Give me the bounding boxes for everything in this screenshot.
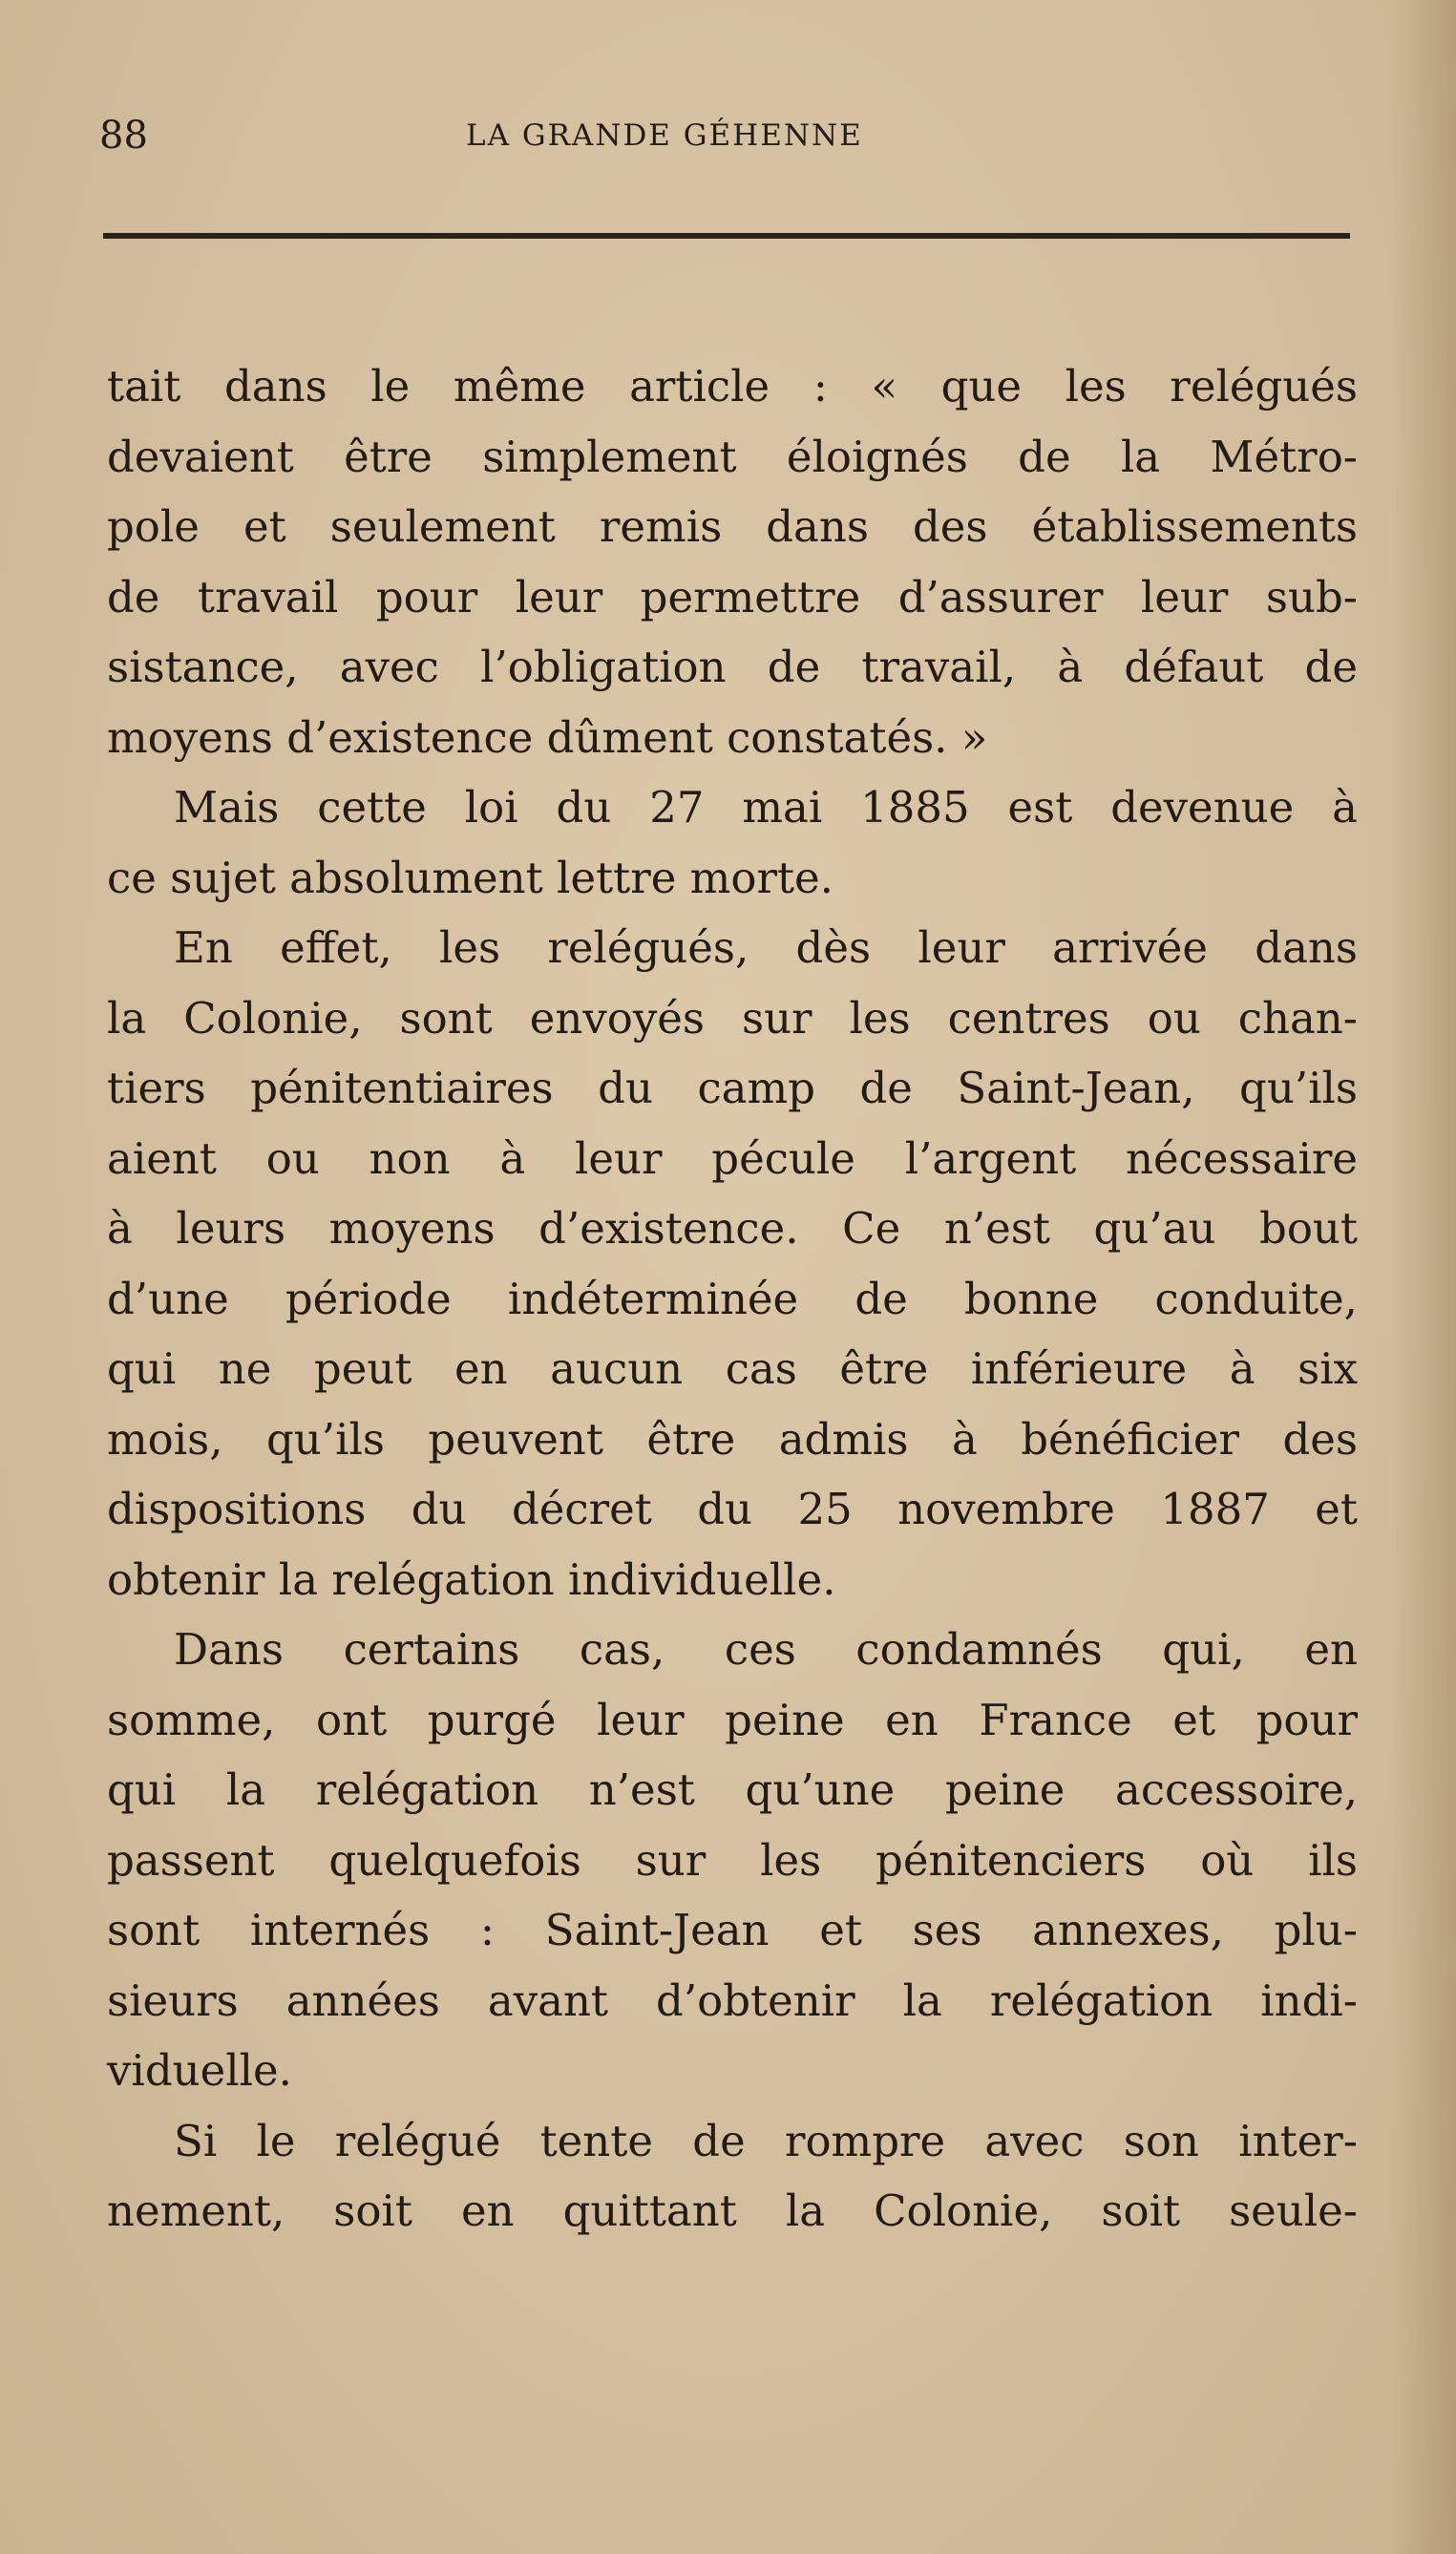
text-line: d’une période indéterminée de bonne conduite, [107, 1273, 1358, 1324]
text-line: ce sujet absolument lettre morte. [107, 852, 834, 903]
text-line: mois, qu’ils peuvent être admis à bénéficier des [107, 1413, 1358, 1465]
paragraph-first-line: Mais cette loi du 27 mai 1885 est devenue à [174, 782, 1358, 833]
body-text [107, 351, 1358, 2247]
text-line: de travail pour leur permettre d’assurer leur sub- [107, 571, 1358, 623]
text-line: la Colonie, sont envoyés sur les centres ou chan- [107, 992, 1358, 1044]
text-line: pole et seulement remis dans des établissements [107, 501, 1358, 552]
text-line: à leurs moyens d’existence. Ce n’est qu’au bout [107, 1203, 1358, 1254]
page-edge-shadow [1389, 0, 1456, 2554]
text-line: sont internés : Saint-Jean et ses annexes, plu- [107, 1905, 1358, 1955]
text-line: dispositions du décret du 25 novembre 1887 et [107, 1484, 1358, 1534]
paragraph-first-line: En effet, les relégués, dès leur arrivée dans [174, 922, 1358, 973]
running-head [99, 107, 1350, 164]
header-rule [103, 233, 1350, 239]
text-line: nement, soit en quittant la Colonie, soit seule- [107, 2185, 1358, 2236]
text-line: devaient être simplement éloignés de la Métro- [107, 431, 1358, 482]
paragraph-first-line: Dans certains cas, ces condamnés qui, en [174, 1624, 1358, 1675]
text-line: qui la relégation n’est qu’une peine accessoire, [107, 1764, 1358, 1815]
text-line: moyens d’existence dûment constatés. » [107, 711, 988, 763]
text-line: sistance, avec l’obligation de travail, à défaut de [107, 642, 1358, 692]
text-line: tait dans le même article : « que les relégués [107, 361, 1358, 412]
text-line: passent quelquefois sur les pénitenciers où ils [107, 1834, 1358, 1886]
running-title: LA GRANDE GÉHENNE [466, 118, 863, 153]
text-line: somme, ont purgé leur peine en France et pour [107, 1694, 1358, 1745]
paragraph-first-line: Si le relégué tente de rompre avec son inter- [174, 2115, 1358, 2166]
text-line: aient ou non à leur pécule l’argent nécessaire [107, 1132, 1358, 1184]
text-line: obtenir la relégation individuelle. [107, 1553, 836, 1605]
text-line: viduelle. [107, 2045, 292, 2096]
page-number: 88 [99, 114, 148, 158]
text-line: qui ne peut en aucun cas être inférieure à six [107, 1343, 1358, 1394]
text-line: tiers pénitentiaires du camp de Saint-Jean, qu’ils [107, 1063, 1358, 1113]
text-line: sieurs années avant d’obtenir la relégation indi- [107, 1974, 1358, 2026]
